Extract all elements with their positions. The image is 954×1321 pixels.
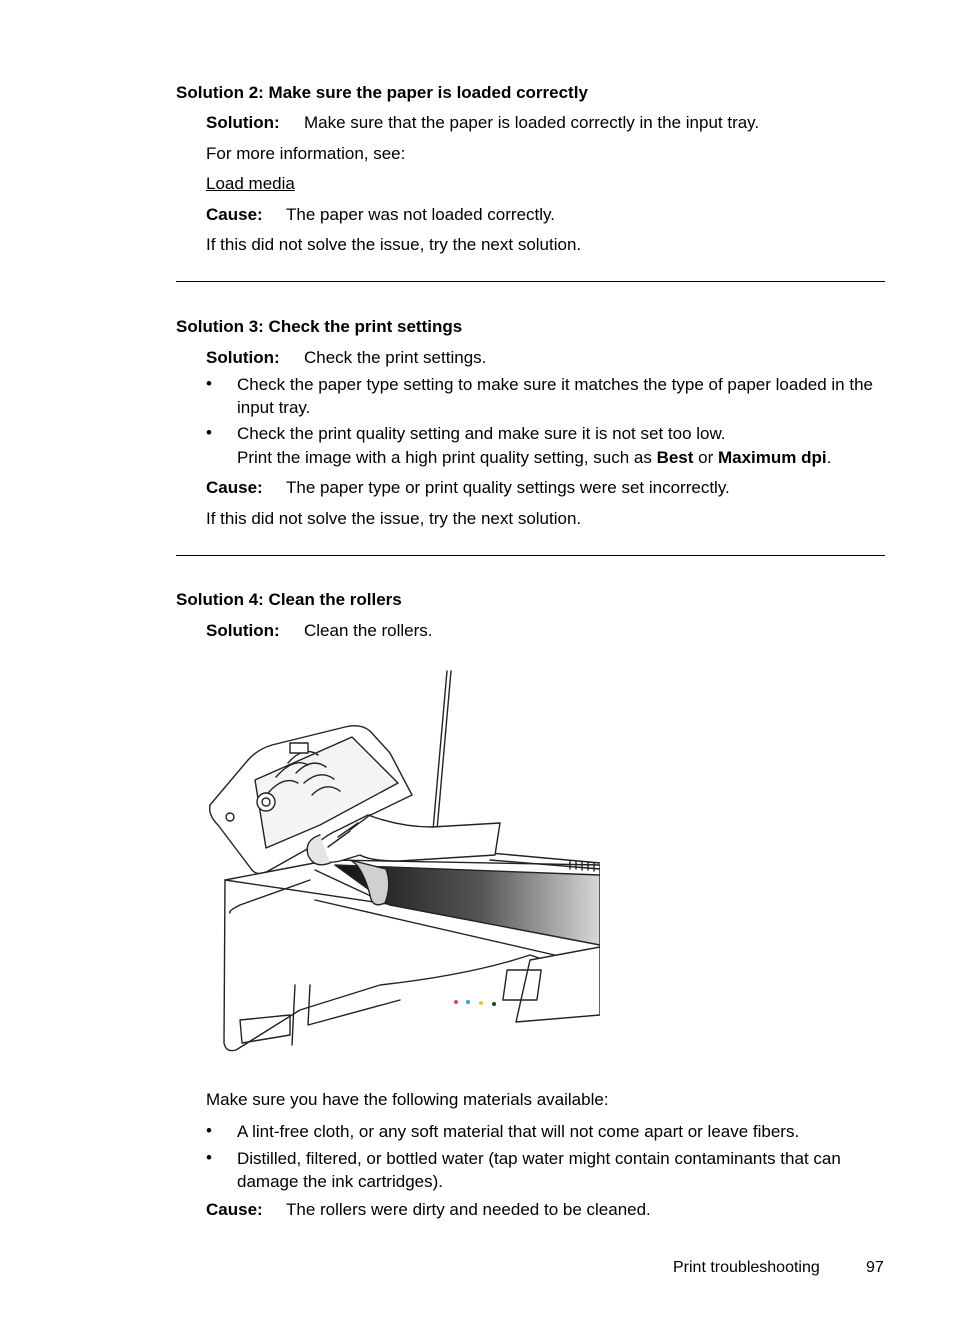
solution-2-cause-line <box>206 205 555 225</box>
solution-4-cause-line <box>206 1200 651 1220</box>
list-item: Distilled, filtered, or bottled water (tap water might contain contaminants that can damage the ink cartridges). <box>237 1149 841 1191</box>
cause-label: Cause: <box>206 205 263 224</box>
load-media-link[interactable]: Load media <box>206 174 295 193</box>
more-info-text: For more information, see: <box>206 144 406 163</box>
solution-label: Solution: <box>206 621 280 640</box>
bullet-marker: • <box>206 1148 212 1167</box>
next-solution-text: If this did not solve the issue, try the next solution. <box>206 235 582 254</box>
solution-text: Make sure that the paper is loaded correctly in the input tray. <box>304 113 760 132</box>
solution-2-heading: Solution 2: Make sure the paper is loaded correctly <box>176 83 588 102</box>
solution-text: Clean the rollers. <box>304 621 433 640</box>
solution-3-heading: Solution 3: Check the print settings <box>176 317 463 336</box>
bullet-marker: • <box>206 423 212 442</box>
list-item: Check the print quality setting and make sure it is not set too low. <box>237 424 726 443</box>
solution-4-solution-line <box>206 621 433 641</box>
page-number: 97 <box>866 1259 884 1276</box>
solution-label: Solution: <box>206 348 280 367</box>
next-solution-text: If this did not solve the issue, try the next solution. <box>206 509 582 528</box>
quality-text-end: . <box>826 448 832 467</box>
cause-label: Cause: <box>206 1200 263 1219</box>
printer-cleaning-illustration <box>200 665 600 1060</box>
quality-setting-text <box>237 448 831 468</box>
cause-text: The paper was not loaded correctly. <box>286 205 555 224</box>
cause-text: The rollers were dirty and needed to be cleaned. <box>286 1200 651 1219</box>
solution-2-solution-line <box>206 113 759 133</box>
best-setting: Best <box>656 448 694 467</box>
solution-label: Solution: <box>206 113 280 132</box>
cause-text: The paper type or print quality settings were set incorrectly. <box>286 478 730 497</box>
section-divider <box>176 281 885 282</box>
cause-label: Cause: <box>206 478 263 497</box>
quality-text-start: Print the image with a high print quality setting, such as <box>237 448 657 467</box>
solution-4-heading: Solution 4: Clean the rollers <box>176 590 402 609</box>
solution-3-solution-line <box>206 348 486 368</box>
footer-section-title: Print troubleshooting <box>673 1259 820 1276</box>
section-divider <box>176 555 885 556</box>
solution-text: Check the print settings. <box>304 348 487 367</box>
materials-intro: Make sure you have the following materials available: <box>206 1090 609 1109</box>
list-item: Check the paper type setting to make sure it matches the type of paper loaded in the input tray. <box>237 375 873 417</box>
bullet-marker: • <box>206 374 212 393</box>
solution-3-cause-line <box>206 478 730 498</box>
maximum-dpi-setting: Maximum dpi <box>717 448 827 467</box>
list-item: A lint-free cloth, or any soft material that will not come apart or leave fibers. <box>237 1122 800 1141</box>
bullet-marker: • <box>206 1121 212 1140</box>
quality-text-mid: or <box>693 448 718 467</box>
